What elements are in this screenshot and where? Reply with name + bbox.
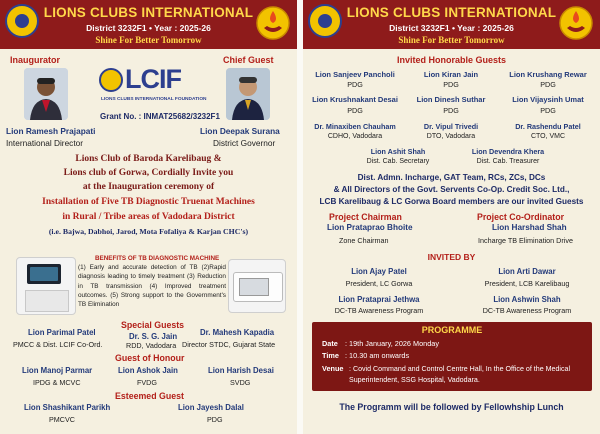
header-motto-right: Shine For Better Tomorrow bbox=[398, 35, 505, 45]
esteemed-guest-label: Esteemed Guest bbox=[115, 391, 184, 401]
special-guest-2-name: Dr. Mahesh Kapadia bbox=[200, 328, 275, 337]
lcif-logo-text: LCIF bbox=[125, 64, 181, 94]
header-title-right: LIONS CLUBS INTERNATIONAL bbox=[346, 5, 557, 20]
chief-guest-role: District Governor bbox=[213, 138, 276, 148]
guest-4-role: PDG bbox=[347, 106, 363, 115]
guest-2-role: PDG bbox=[443, 80, 459, 89]
invited-by-4-name: Lion Ashwin Shah bbox=[493, 295, 561, 304]
doctor-3-name: Dr. Rashendu Patel bbox=[515, 122, 581, 131]
programme-box bbox=[312, 322, 592, 391]
doctor-1-name: Dr. Minaxiben Chauham bbox=[314, 122, 396, 131]
guest-3-name: Lion Krushang Rewar bbox=[509, 70, 587, 79]
invitation-front-card bbox=[0, 0, 297, 434]
invite-line-1: Lions Club of Baroda Karelibaug & bbox=[75, 154, 222, 164]
date-label: Date bbox=[322, 339, 338, 348]
lamp-icon bbox=[558, 3, 594, 43]
invite-line-2: Lions club of Gorwa, Cordially Invite you bbox=[63, 168, 234, 178]
special-guest-1-name: Dr. S. G. Jain bbox=[129, 332, 178, 341]
time-label: Time bbox=[322, 351, 339, 360]
guest-4-name: Lion Krushnakant Desai bbox=[312, 95, 398, 104]
venue-value: : Covid Command and Control Centre Hall, In the Office of the Medical Superintendent, SSG Hospital, Vadodara. bbox=[349, 365, 571, 384]
inaugurator-photo bbox=[24, 68, 68, 120]
invited-by-1-role: President, LC Gorwa bbox=[345, 279, 413, 288]
esteemed-guest-1-role: PMCVC bbox=[49, 415, 75, 424]
special-guests-label: Special Guests bbox=[121, 320, 185, 330]
header-title: LIONS CLUBS INTERNATIONAL bbox=[43, 5, 254, 20]
chief-guest-name: Lion Deepak Surana bbox=[200, 126, 280, 136]
date-value: : 19th January, 2026 Monday bbox=[345, 339, 439, 348]
project-coordinator-name: Lion Harshad Shah bbox=[492, 223, 567, 232]
lamp-icon bbox=[255, 3, 291, 43]
inaugurator-role: International Director bbox=[6, 138, 84, 148]
all-guests-line-2: & All Directors of the Govt. Servents Co-Op. Credit Soc. Ltd., bbox=[333, 185, 570, 194]
benefits-title: BENEFITS OF TB DIAGNOSTIC MACHINE bbox=[95, 255, 220, 262]
cabinet-2-name: Lion Devendra Khera bbox=[471, 147, 545, 156]
project-coordinator-role: Incharge TB Elimination Drive bbox=[478, 236, 573, 245]
special-guest-1-role: RDD, Vadodara bbox=[126, 341, 177, 350]
guest-of-honour-3-name: Lion Harish Desai bbox=[208, 366, 274, 375]
inaugurator-name: Lion Ramesh Prajapati bbox=[6, 126, 96, 136]
chief-guest-label: Chief Guest bbox=[223, 55, 274, 65]
chief-guest-photo bbox=[226, 68, 270, 120]
invited-by-1-name: Lion Ajay Patel bbox=[351, 267, 407, 276]
header-banner-right bbox=[303, 0, 600, 49]
parimal-patel-role: PMCC & Dist. LCIF Co-Ord. bbox=[13, 340, 103, 349]
doctor-1-role: CDHO, Vadodara bbox=[327, 133, 383, 140]
guest-1-name: Lion Sanjeev Pancholi bbox=[315, 70, 395, 79]
time-value: : 10.30 am onwards bbox=[345, 351, 410, 360]
cabinet-2-role: Dist. Cab. Treasurer bbox=[476, 158, 540, 165]
project-chairman-role: Zone Chairman bbox=[339, 236, 389, 245]
guest-5-role: PDG bbox=[443, 106, 459, 115]
invite-line-3: at the Inauguration ceremony of bbox=[82, 182, 215, 192]
guest-of-honour-1-role: IPDG & MCVC bbox=[33, 378, 81, 387]
lcif-caption: LIONS CLUBS INTERNATIONAL FOUNDATION bbox=[101, 97, 207, 102]
special-guest-2-role: Director STDC, Gujarat State bbox=[182, 340, 276, 349]
guest-of-honour-3-role: SVDG bbox=[230, 378, 251, 387]
parimal-patel-name: Lion Parimal Patel bbox=[28, 328, 96, 337]
header-motto: Shine For Better Tomorrow bbox=[95, 35, 202, 45]
invitation-back-card bbox=[303, 0, 600, 434]
invited-by-4-role: DC-TB Awareness Program bbox=[482, 306, 572, 315]
cabinet-1-name: Lion Ashit Shah bbox=[370, 147, 426, 156]
project-coordinator-label: Project Co-Ordinator bbox=[477, 212, 564, 222]
invited-by-2-role: President, LCB Karelibaug bbox=[484, 279, 570, 288]
lcif-logo bbox=[99, 64, 207, 110]
project-chairman-label: Project Chairman bbox=[329, 212, 402, 222]
invited-by-2-name: Lion Arti Dawar bbox=[498, 267, 556, 276]
guest-of-honour-2-name: Lion Ashok Jain bbox=[118, 366, 178, 375]
all-guests-line-3: LCB Karelibaug & LC Gorwa Board members are our invited Guests bbox=[319, 197, 584, 206]
cabinet-1-role: Dist. Cab. Secretary bbox=[366, 158, 430, 165]
grant-number: Grant No. : INMAT25682/3232F1 bbox=[100, 112, 220, 121]
esteemed-guest-2-name: Lion Jayesh Dalal bbox=[178, 403, 244, 412]
invited-by-label: INVITED BY bbox=[427, 252, 476, 262]
doctor-3-role: CTO, VMC bbox=[530, 133, 566, 140]
doctor-2-name: Dr. Vipul Trivedi bbox=[423, 122, 479, 131]
header-district-right: District 3232F1 • Year : 2025-26 bbox=[389, 23, 514, 33]
tb-machine-image-2 bbox=[228, 259, 286, 313]
invited-by-3-name: Lion Prataprai Jethwa bbox=[338, 295, 420, 304]
invited-guests-label: Invited Honorable Guests bbox=[396, 55, 507, 65]
programme-label: PROGRAMME bbox=[421, 325, 483, 335]
event-line-1: Installation of Five TB Diagnostic Truenat Machines bbox=[42, 197, 255, 207]
guest-of-honour-label: Guest of Honour bbox=[115, 353, 185, 363]
esteemed-guest-2-role: PDG bbox=[207, 415, 223, 424]
footer-note: The Programm will be followed by Fellowhship Lunch bbox=[339, 402, 564, 412]
guest-6-name: Lion Vijaysinh Umat bbox=[512, 95, 584, 104]
invited-by-3-role: DC-TB Awareness Program bbox=[334, 306, 424, 315]
all-guests-line-1: Dist. Admn. Incharge, GAT Team, RCs, ZCs, DCs bbox=[357, 173, 546, 182]
guest-2-name: Lion Kiran Jain bbox=[423, 70, 479, 79]
event-areas: (i.e. Bajwa, Dabhoi, Jarod, Mota Fofaliya & Karjan CHC's) bbox=[48, 227, 249, 236]
guest-of-honour-1-name: Lion Manoj Parmar bbox=[22, 366, 93, 375]
header-banner bbox=[0, 0, 297, 49]
inaugurator-label: Inaugurator bbox=[10, 55, 61, 65]
esteemed-guest-1-name: Lion Shashikant Parikh bbox=[24, 403, 111, 412]
guest-6-role: PDG bbox=[540, 106, 556, 115]
event-line-2: in Rural / Tribe areas of Vadodara District bbox=[62, 212, 235, 222]
guest-1-role: PDG bbox=[347, 80, 363, 89]
guest-of-honour-2-role: FVDG bbox=[137, 378, 157, 387]
benefits-text: (1) Early and accurate detection of TB (2)Rapid diagnosis leading to timely treatment (3) Reduction in TB transmission (4) Improved treatment outcomes. (5) Strong support to the Government's TB Elimination bbox=[78, 264, 226, 309]
guest-3-role: PDG bbox=[540, 80, 556, 89]
guest-5-name: Lion Dinesh Suthar bbox=[416, 95, 486, 104]
doctor-2-role: DTO, Vadodara bbox=[426, 133, 476, 140]
venue-label: Venue bbox=[322, 364, 344, 373]
header-district: District 3232F1 • Year : 2025-26 bbox=[86, 23, 211, 33]
tb-machine-image-1 bbox=[16, 257, 76, 315]
project-chairman-name: Lion Pratapraо Bhoite bbox=[327, 223, 413, 232]
